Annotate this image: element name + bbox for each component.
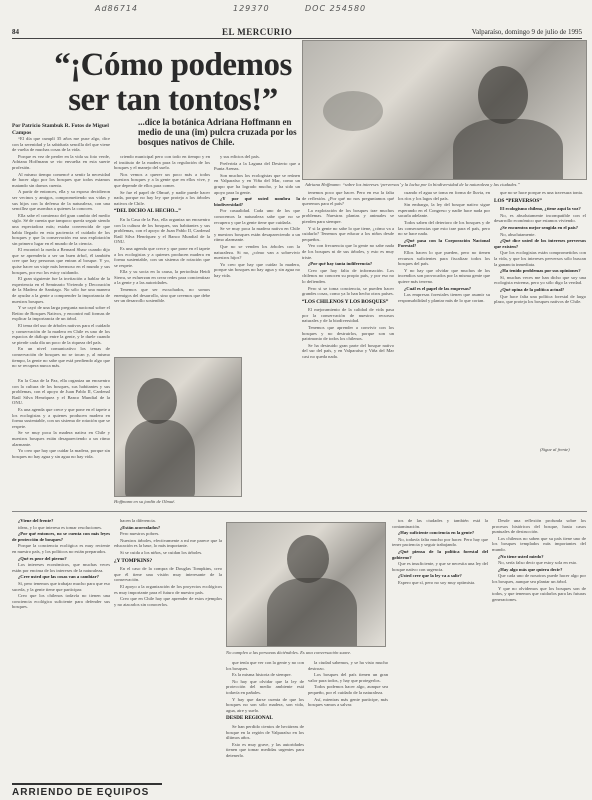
- lower-column-3: [226, 660, 304, 795]
- headline: “¡Cómo podemos ser tan tontos!”: [54, 47, 292, 118]
- question: ¿Qué piensa de la política forestal del gobierno?: [392, 548, 488, 560]
- lower-column-2: [114, 518, 222, 780]
- paragraph: El mejoramiento de la calidad de vida pasa por la conservación de nuestros recursos naturales y de la biodiversidad.: [302, 307, 394, 324]
- paragraph: Ella sabe el comienzo del gran cambio del medio siglo. Sé de cuenta que tampoco quería seguir siendo una espectadora más; estaba convencida de que había llegado en esta paciencia el cuidado de los bosques y que la conservación era una explotación sin primero lugar en el mundo de la ciencia.: [12, 212, 110, 246]
- paragraph: Ella y su socia en la causa, la periodista Heidi Sierra, se esfuerzan en crear redes para concientizar a la gente y a las autoridades.: [114, 269, 210, 286]
- paragraph: Yo creo que hay que cuidar la madera, porque sin bosques no hay agua y sin agua no hay vida.: [214, 261, 300, 278]
- paragraph: Los intereses económicos, que muchas veces están por encima de los intereses de la naturaleza.: [12, 562, 110, 573]
- paragraph: Se ve muy poca la madera nativa en Chile y nuestros bosques están desapareciendo a un ritmo alarmante.: [12, 430, 110, 447]
- subheading: “DEL DICHO AL HECHO...”: [114, 208, 181, 215]
- photo-hoffmann-portrait: [302, 40, 587, 180]
- lower-column-6: [492, 518, 586, 793]
- paragraph: Y no hay que olvidar que muchos de los incendios son provocados por la misma gente que quiere más terreno.: [398, 267, 490, 284]
- paragraph: tos de las ciudades y también está la contaminación.: [392, 518, 488, 529]
- handwritten-number: 129370: [233, 4, 270, 13]
- paragraph: Desde una reflexión profunda sobre los procesos históricos del bosque, hasta casos puntuales de destrucción.: [492, 518, 586, 535]
- paragraph: que tenía que ver con la gente y no con los bosques.: [226, 660, 304, 671]
- paragraph: Espero que sí, pero no soy muy optimista.: [398, 579, 476, 585]
- paragraph: ideas, y lo que interesa es tomar resoluciones.: [18, 524, 103, 530]
- paragraph: Creo que en Chile hay que aprender de estos ejemplos y no atacarlos sin conocerlos.: [114, 596, 222, 607]
- column-3: [214, 154, 300, 354]
- paragraph: Todos saben del deterioro de los bosques y de las consecuencias que esto trae para el país, pero no se hace nada.: [398, 219, 490, 237]
- paragraph: Veo con frecuencia que la gente no sabe nada de los bosques ni de sus árboles, y esto es muy triste.: [302, 243, 394, 260]
- question: ¿Qué opina de la política actual?: [500, 286, 565, 292]
- advert-heading: ARRIENDO DE EQUIPOS: [12, 783, 162, 799]
- paragraph: Es una agenda que crece y que pone en el tapete a los ecologistas y a quienes producen madera en forma sustentable, con un sistema de rotación que se respete.: [114, 245, 210, 268]
- paragraph: Las empresas forestales tienen que asumir su responsabilidad y plantar más de lo que cortan.: [398, 292, 490, 303]
- subheading: “LOS CHILENOS Y LOS BOSQUES”: [302, 298, 389, 305]
- question: ¿Cuál es el papel de las empresas?: [404, 285, 472, 291]
- paragraph: En un nivel comunicativo los temas de conservación de bosques no se tocan y, al mismo tiempo, la gente no sabe que está perdiendo algo que no se recupera nunca más.: [12, 346, 110, 369]
- question: ¿Qué es peor del pierno?: [18, 555, 67, 561]
- paragraph: Se ve muy poca la madera nativa en Chile y nuestros bosques están desapareciendo a un ritmo alarmante.: [214, 226, 300, 243]
- paragraph: Es la misma historia de siempre.: [232, 672, 292, 678]
- paragraph: Y hay que darse cuenta de que los bosques no son sólo madera, son vida, agua, aire y suelo.: [226, 696, 304, 713]
- continued-note: (Sigue al frente): [540, 447, 570, 452]
- paragraph: El gran siguiente fue la invitación a hablar de la experiencia en el Seminario Viviendo y Decoración de la Madera de Santiago. No sólo fue una manera de ayudar a la gente a comprender la importancia de nuestros bosques.: [12, 276, 110, 304]
- question: ¿Hay suficiente conciencia en la gente?: [398, 530, 475, 536]
- paragraph: hacen la diferencia.: [120, 518, 156, 523]
- paragraph: Y si la gente no sabe lo que tiene, ¿cómo va a cuidarlo? Tenemos que educar a los niños desde pequeños.: [302, 225, 394, 242]
- question: ¿Cree usted que las cosas van a cambiar?: [18, 574, 99, 580]
- paragraph: Y se cayó de una larga pregunta nacional sobre el Retiro de Bosques Nativos, y encontró mil formas de explicar la importancia de un árbol.: [12, 305, 110, 322]
- issue-date: Valparaíso, domingo 9 de julio de 1995: [471, 28, 582, 36]
- paragraph: En el caso de la compra de Douglas Tompkins, creo que él tiene una visión muy interesante de la conservación.: [114, 566, 222, 583]
- paragraph: Esto es muy grave, y las autoridades tienen que tomar medidas urgentes para detenerlo.: [226, 741, 304, 758]
- photo-hoffmann-garden: [114, 357, 242, 497]
- paragraph: No hay que olvidar que la ley de protección del medio ambiente está todavía en pañales.: [226, 678, 304, 695]
- paragraph: Porque la conciencia ecológica es muy reciente en nuestro país, y los políticos no están preparados.: [12, 543, 110, 554]
- paragraph: Se han perdido cientos de hectáreas de bosque en la región de Valparaíso en los últimos años.: [226, 723, 304, 741]
- question: ¿Qué pasa con la Corporación Nacional Forestal?: [398, 237, 490, 249]
- paragraph: Creo que hay falta de información. Los chilenos no conocen su propio país, y por eso no lo defienden.: [302, 267, 394, 284]
- paragraph: Nuestros árboles, efectivamente a mí me parece que la educación es la base, lo más importante.: [114, 537, 222, 549]
- paragraph: Al mismo tiempo comencé a sentir la necesidad de hacer algo por los bosques que todos estamos matando sin darnos cuenta.: [12, 171, 110, 188]
- section-divider: [12, 511, 587, 512]
- question: ¿Están acorralados?: [120, 524, 161, 530]
- byline: Por Patricio Stambuk R. Fotos de Miguel Campos: [12, 123, 109, 136]
- column-1-continued: [12, 378, 110, 508]
- paragraph: la ciudad sabemos, y se ha visto mucho destrozo.: [308, 660, 388, 671]
- paragraph: No, absolutamente.: [500, 231, 536, 237]
- question: ¿Usted cree que la ley va a salir?: [398, 573, 462, 579]
- paragraph: Así, mientras más gente participe, más bosques vamos a salvar.: [308, 696, 388, 708]
- paragraph: Sí, muchas veces me han dicho que soy una ecologista extrema, pero yo sólo digo la verdad.: [494, 274, 586, 286]
- paragraph: Que no se venden los árboles con la naturaleza. Si no, ¿cómo van a sobrevivir nuestros hijos?: [214, 243, 300, 261]
- question: ¿Y por qué usted nombra la biodiversidad?: [214, 196, 300, 207]
- handwritten-doc: DOC 254580: [305, 4, 367, 13]
- subheading: DESDE REGIONAL: [226, 715, 273, 722]
- paragraph: Y que no olvidemos que los bosques son de todos, y que tenemos que cuidarlos para las futuras generaciones.: [492, 585, 586, 602]
- paragraph: Sí, pero tenemos que trabajar mucho para que eso suceda, y la gente tiene que participar.: [12, 580, 110, 592]
- photo-caption-main: Adriana Hoffmann: “sobre los intereses ‘perversos’ y la lucha por la biodiversidad de la naturaleza y las ciudades.”: [305, 182, 521, 187]
- column-5: [398, 190, 490, 508]
- paragraph: Preferiría a la Laguna del Desierto que a Punta Arenas.: [214, 160, 300, 172]
- question: ¿Qué dice usted de los intereses perversos que existen?: [494, 238, 586, 249]
- question: ¿No tiene usted miedo?: [498, 553, 544, 559]
- paragraph: Son muchos los ecologistas que se reúnen en Valparaíso y en Viña del Mar, como un grupo que ha logrado mucho, y ha sido un apoyo para la gente.: [214, 172, 300, 195]
- paragraph: Pero nuestros pobres.: [120, 531, 160, 537]
- paragraph: La explotación de los bosques trae muchos problemas. Nuestras plantas y animales se pierden para siempre.: [302, 207, 394, 224]
- paragraph: Ellos hacen lo que pueden, pero no tienen recursos suficientes para fiscalizar todos los bosques del país.: [398, 249, 490, 267]
- paragraph: El tema del uso de árboles nativos para el cuidado y conservación de la madera en Chile es uno de los espacios de diálogo entre la gente, y le duele cuando se pierde cada día un poco de la riqueza del país.: [12, 323, 110, 345]
- paragraph: A partir de entonces, ella y su esposo decidieron ser vecinos y amigos, comprometiendo sus vidas y sus hijos con la defensa de la naturaleza, con una sencillez que asombra a quienes la conocen.: [12, 189, 110, 212]
- handwritten-code: Ad86714: [95, 4, 138, 13]
- paragraph: No, es absolutamente incompatible con el desarrollo económico que estamos viviendo.: [494, 212, 586, 224]
- paragraph: Yo creo que hay que cuidar la madera, porque sin bosques no hay agua y sin agua no hay vida.: [12, 448, 110, 459]
- subheading: ¿Y TOMPKINS?: [114, 557, 153, 564]
- question: ¿Se encuentra mejor sengida en el país?: [500, 224, 579, 230]
- paragraph: Creo que los chilenos todavía no tienen una conciencia ecológica suficiente para defender sus bosques.: [12, 593, 110, 610]
- paragraph: No, todavía falta mucho por hacer. Pero hay que tener paciencia y seguir trabajando.: [392, 536, 488, 548]
- masthead: [12, 27, 582, 39]
- newspaper-name: EL MERCURIO: [222, 27, 293, 37]
- paragraph: Que los ecologistas están comprometidos con la vida, y que los intereses perversos sólo buscan la ganancia inmediata.: [494, 250, 586, 267]
- paragraph: Se fue el papel de Olmué, y nadie puede hacer nada, porque no hay ley que proteja a los árboles nativos de Chile.: [114, 189, 210, 206]
- column-1: [12, 136, 110, 376]
- paragraph: criendo municipal pero con todo en tiempo y en el instituto de la madera para la regulación de los bosques y el manejo del suelo.: [114, 154, 210, 171]
- paragraph: En la Casa de la Paz, ella organiza un encuentro con la cultura de los bosques, sus habitantes y sus problemas, con el apoyo de Juan Pablo II, Cardenal Raúl Silva Henríquez y el Banco Mundial de la ONU.: [114, 216, 210, 245]
- page-number: 84: [12, 28, 19, 36]
- question: El ecologismo chileno, ¿tiene aquí la voz?: [500, 206, 581, 212]
- paragraph: Los chilenos no saben que su país tiene uno de los bosques templados más importantes del mundo.: [492, 535, 586, 552]
- paragraph: No, sería falso decir que estoy sola en esto.: [498, 560, 578, 566]
- lower-column-5: [392, 518, 488, 793]
- paragraph: Todos podemos hacer algo, aunque sea pequeño, por el cuidado de la naturaleza.: [308, 684, 388, 695]
- lower-column-4: [308, 660, 388, 795]
- paragraph: que no se hace porque es una travesura tonta.: [500, 190, 584, 195]
- paragraph: ¿Viene del frente?: [18, 518, 54, 523]
- photo-caption-conversation: No cumpleo a las personas diciéndoles. Es una conversación suave.: [226, 650, 352, 655]
- deck: ...dice la botánica Adriana Hoffmann en medio de una (im) pulcra cruzada por los bosques nativos de Chile.: [138, 117, 297, 147]
- paragraph: En la Casa de la Paz, ella organiza un encuentro con la cultura de los bosques, sus habitantes y sus problemas, con el apoyo de Juan Pablo II, Cardenal Raúl Silva Henríquez y el Banco Mundial de la ONU.: [12, 378, 110, 406]
- paragraph: Sin embargo, la ley del bosque nativo sigue esperando en el Congreso y nadie hace nada por sacarla adelante.: [398, 202, 490, 219]
- paragraph: Se ha destruido gran parte del bosque nativo del sur del país, y en Valparaíso y Viña del Mar casi no queda nada.: [302, 342, 394, 360]
- column-4: [302, 190, 394, 508]
- paragraph: Nos vemos a querer un poco más a todos nuestros bosques y a la gente que en ellos vive, y que depende de ellos para comer.: [114, 171, 210, 188]
- paragraph: y sus edictos del país.: [220, 154, 260, 159]
- paragraph: Los bosques del país tienen un gran valor para todos, y hay que protegerlos.: [308, 672, 388, 683]
- question: ¿Hay algo más que quiera decir?: [498, 566, 563, 572]
- question: ¿Ha tenido problemas por sus opiniones?: [500, 268, 581, 274]
- paragraph: Tenemos que ser escuchados, no somos enemigos del desarrollo, sino que creemos que debe ser un desarrollo sostenible.: [114, 287, 210, 304]
- paragraph: “El día que cumplí 35 años me puse algo, dice con la serenidad y la sabiduría sencilla del que viene de vuelta de muchas cosas de la vida.: [12, 136, 110, 153]
- column-6: [494, 190, 586, 445]
- lower-column-1: [12, 518, 110, 780]
- paragraph: tenemos poco que hacer. Pero en eso la falta de reflexión. ¿Por qué no nos preguntamos qué queremos para el país?: [302, 190, 394, 207]
- subheading: LOS “PERVERSOS”: [494, 197, 542, 204]
- question: ¿Por qué entonces, no se cuenta con más leyes de protección de bosques?: [12, 531, 110, 542]
- paragraph: Pero si se toma conciencia, se pueden hacer grandes cosas, como ya lo han hecho otros países.: [302, 285, 394, 297]
- photo-hoffmann-conversation: [226, 522, 386, 647]
- paragraph: Si se cuida a los niños, se cuidan los árboles.: [120, 549, 203, 555]
- photo-caption-garden: Hoffmann en su jardín de Olmué.: [114, 499, 176, 504]
- question: ¿Por qué hay tanta indiferencia?: [308, 261, 373, 267]
- paragraph: Que es insuficiente, y que se necesita una ley del bosque nativo con urgencia.: [392, 561, 488, 572]
- paragraph: El encontró la rueda a Bernard Shaw cuando dijo que se aprendería a ser un buen árbol, él también cree que hay personas que entran al bosque. Y yo, quise hacer un viaje más hermoso en el mundo y sus bosques, por eso los estoy cuidando.: [12, 247, 110, 275]
- paragraph: Es una agenda que crece y que pone en el tapete a los ecologistas y a quienes producen madera en forma sustentable, con un sistema de rotación que se respete.: [12, 406, 110, 429]
- paragraph: cuando el agua se toma en forma de lluvia, en los ríos y los lagos del país.: [398, 190, 490, 201]
- paragraph: Por casualidad. Cada uno de los que conocemos la naturaleza sabe que no se recupera y que la gente tiene que cuidarla.: [214, 208, 300, 225]
- paragraph: El apoyo a la organización de los proyectos ecológicos es muy importante para el futuro de nuestro país.: [114, 583, 222, 595]
- paragraph: Que cada uno de nosotros puede hacer algo por los bosques, aunque sea plantar un árbol.: [492, 573, 586, 584]
- paragraph: Que hace falta una política forestal de largo plazo, que proteja los bosques nativos de Chile.: [494, 293, 586, 305]
- paragraph: Porque es vez de perder en la vida su foto verde, Adriana Hoffmann se vio envuelta en esta suerte profesión.: [12, 153, 110, 170]
- paragraph: Tenemos que aprender a convivir con los bosques y no destruirlos, porque son un patrimonio de todos los chilenos.: [302, 325, 394, 342]
- column-2: [114, 154, 210, 354]
